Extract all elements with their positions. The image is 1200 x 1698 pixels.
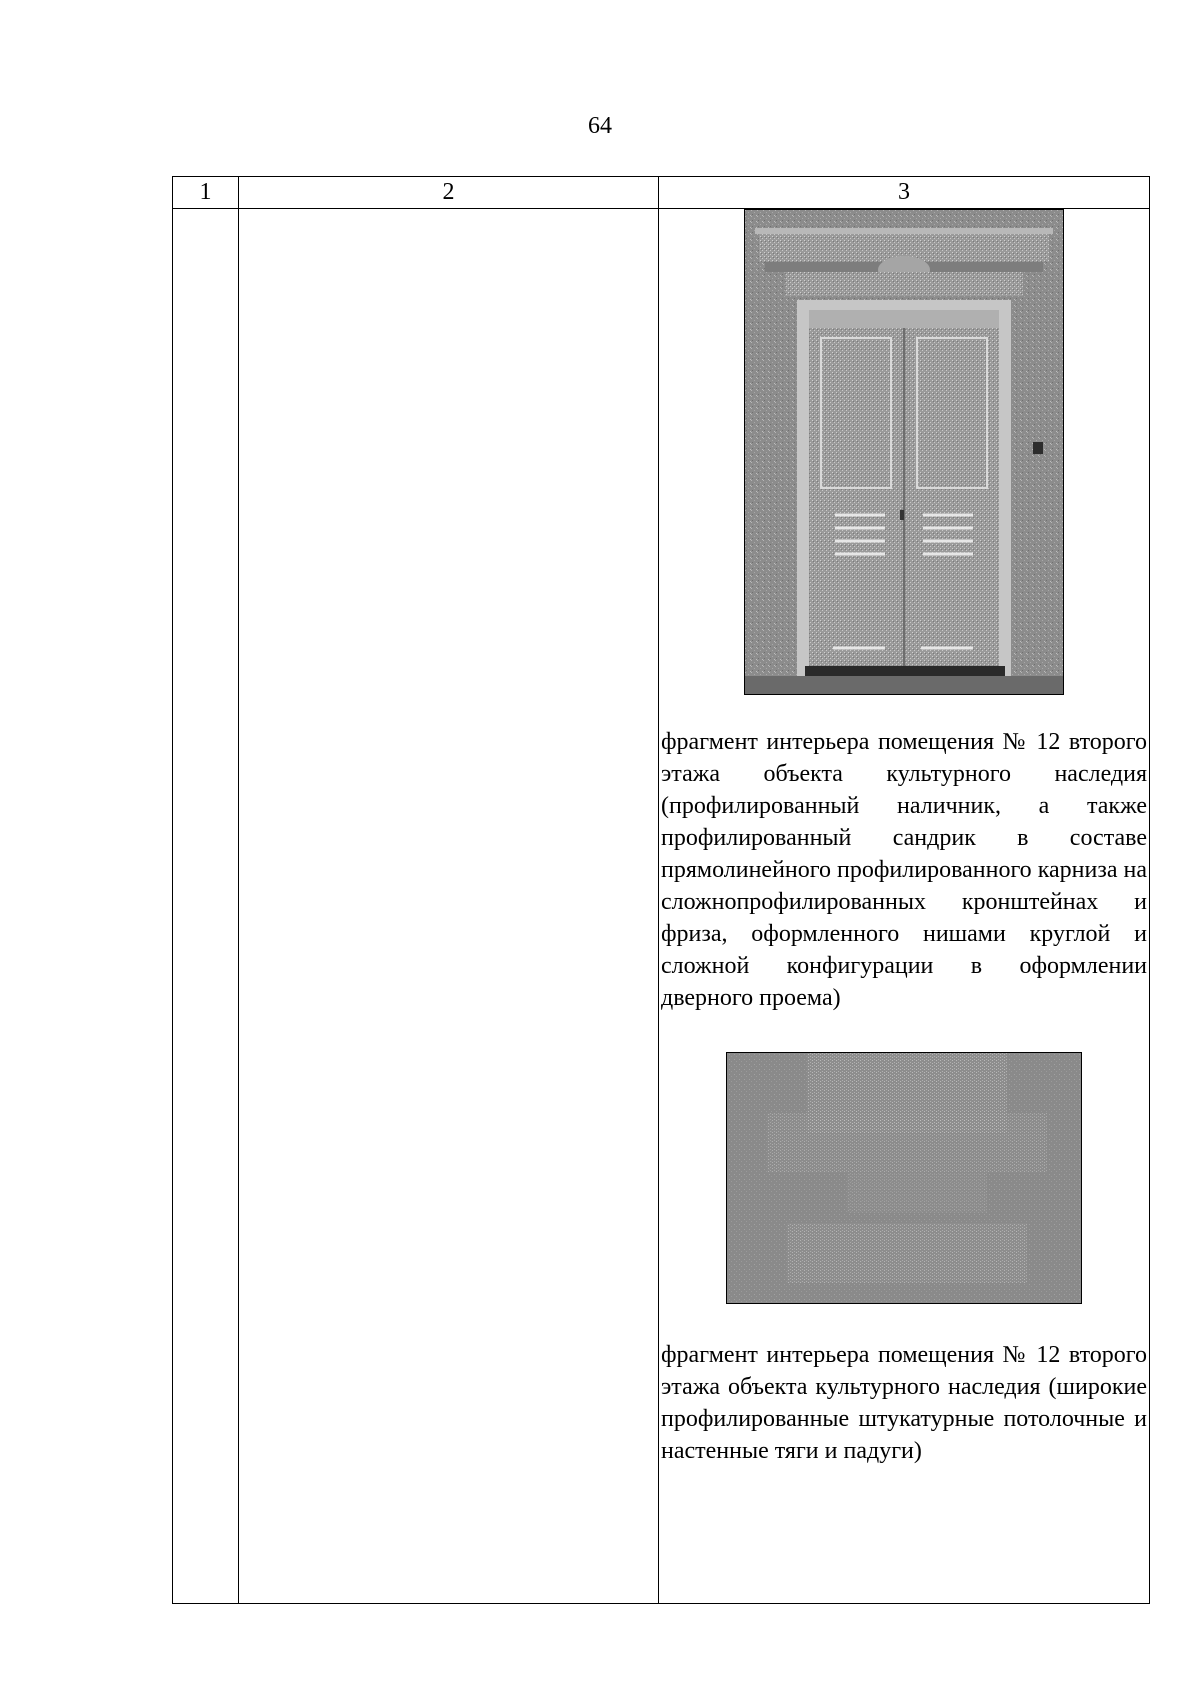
document-table bbox=[172, 176, 1150, 1604]
header-col-2: 2 bbox=[239, 177, 659, 209]
table-row bbox=[173, 209, 1150, 1604]
ceiling-photo-image bbox=[727, 1053, 1081, 1303]
cell-col-2 bbox=[239, 209, 659, 1604]
page-number: 64 bbox=[588, 113, 612, 139]
cell-col-3 bbox=[659, 209, 1150, 1604]
photo-ceiling bbox=[726, 1052, 1082, 1304]
header-col-1: 1 bbox=[173, 177, 239, 209]
photo-door-wrap bbox=[659, 209, 1149, 700]
photo-ceiling-caption: фрагмент интерьера помещения № 12 второго этажа объекта культурного наследия (широкие профилированные штукатурные потолочные и настенные тяги и падуги) bbox=[661, 1342, 1147, 1464]
cell-col-1 bbox=[173, 209, 239, 1604]
door-photo-image bbox=[745, 210, 1063, 694]
table-header-row bbox=[173, 177, 1150, 209]
header-col-3: 3 bbox=[659, 177, 1150, 209]
photo-door bbox=[744, 209, 1064, 695]
photo-ceiling-wrap bbox=[659, 1052, 1149, 1309]
photo-door-caption: фрагмент интерьера помещения № 12 второго этажа объекта культурного наследия (профилированный наличник, а также профилированный сандрик в составе прямолинейного профилированного карниза на сложнопрофилированных кронштейнах и фриза, оформленного нишами круглой и сложной конфигурации в оформлении дверного проема) bbox=[661, 729, 1147, 1011]
